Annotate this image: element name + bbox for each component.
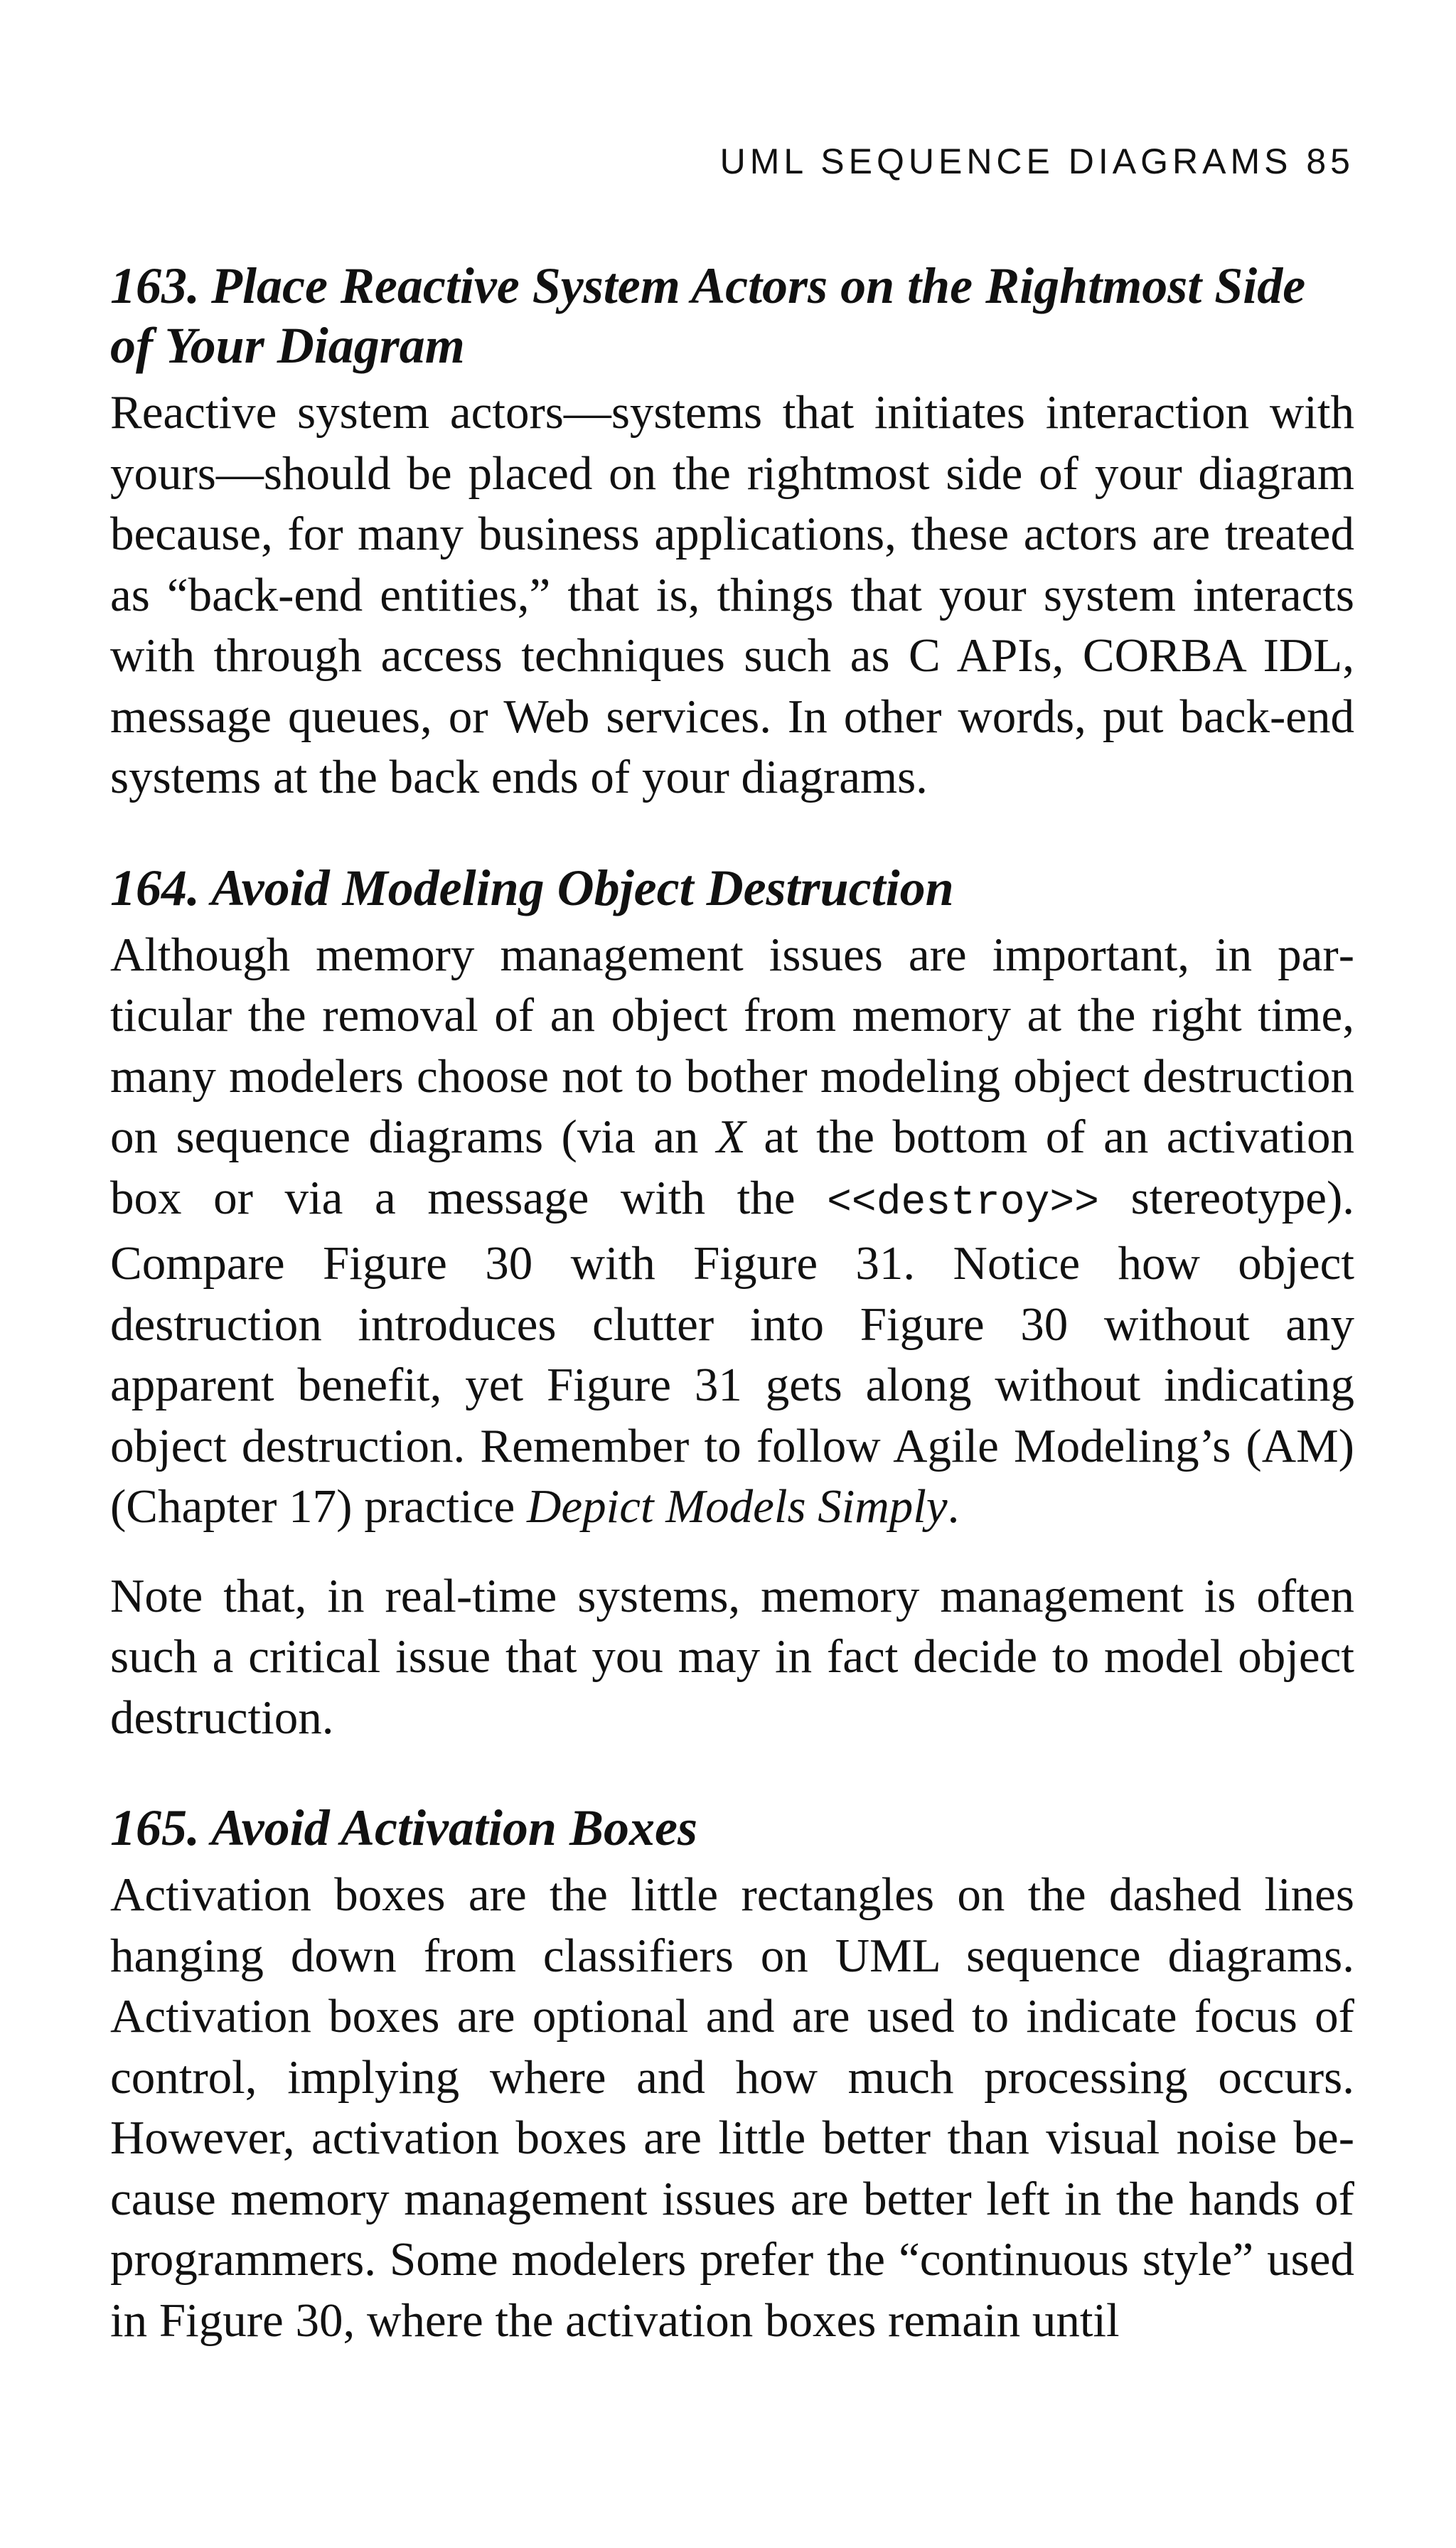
page-content [110, 256, 1354, 2401]
guideline-number: 164. [110, 859, 200, 916]
guideline-165 [110, 1798, 1354, 2351]
practice-name: Depict Models Simply [526, 1480, 948, 1533]
guideline-164-heading [110, 858, 1354, 918]
guideline-title: Avoid Modeling Object Destruction [211, 859, 954, 916]
body-paragraph: Reactive system actors—systems that initiates interaction with yours—should be placed on the rightmost side of your diagram because, for many business applications, these actors are treated as “back-end entities,” that is, things that your system interacts with through access techniques such as C APIs, CORBA IDL, message queues, or Web services. In other words, put back-end systems at the back ends of your diagrams. [110, 386, 1354, 803]
code-stereotype: <<destroy>> [827, 1179, 1099, 1226]
body-paragraph [110, 925, 1354, 1538]
text-run: at the bottom of an activation box or via a message with the [110, 1110, 1354, 1224]
guideline-163-heading [110, 256, 1354, 375]
guideline-163 [110, 256, 1354, 808]
text-run: Although memory management issues are important, in particular the removal of an object from memory at the right time, many modelers choose not to bother modeling object destruction on sequence diagrams (via an [110, 928, 1354, 1163]
text-run: . [947, 1480, 960, 1533]
guideline-title: Place Reactive System Actors on the Rightmost Side of Your Diagram [110, 257, 1306, 374]
guideline-number: 165. [110, 1799, 200, 1856]
italic-term: X [716, 1110, 746, 1163]
text-run: stereotype). Compare Figure 30 with Figure 31. Notice how object destruction introduces clutter into Figure 30 without any apparent benefit, yet Figure 31 gets along without indicating object destruction. Remember to follow Agile Modeling’s (AM) (Chapter 17) practice [110, 1171, 1354, 1533]
running-head: UML SEQUENCE DIAGRAMS 85 [719, 141, 1354, 181]
guideline-165-heading [110, 1798, 1354, 1858]
body-paragraph: Activation boxes are the little rectangles on the dashed lines hanging down from classifiers on UML sequence diagrams. Activation boxes are optional and are used to indicate focus of control, implying where and how much processing occurs. However, activation boxes are little better than visual noise because memory management issues are better left in the hands of programmers. Some modelers prefer the “continuous style” used in Figure 30, where the activation boxes remain until [110, 1868, 1354, 2347]
guideline-number: 163. [110, 257, 200, 314]
body-paragraph: Note that, in real-time systems, memory management is often such a critical issue that you may in fact decide to model object destruction. [110, 1569, 1354, 1744]
guideline-title: Avoid Activation Boxes [211, 1799, 697, 1856]
guideline-164 [110, 858, 1354, 1749]
